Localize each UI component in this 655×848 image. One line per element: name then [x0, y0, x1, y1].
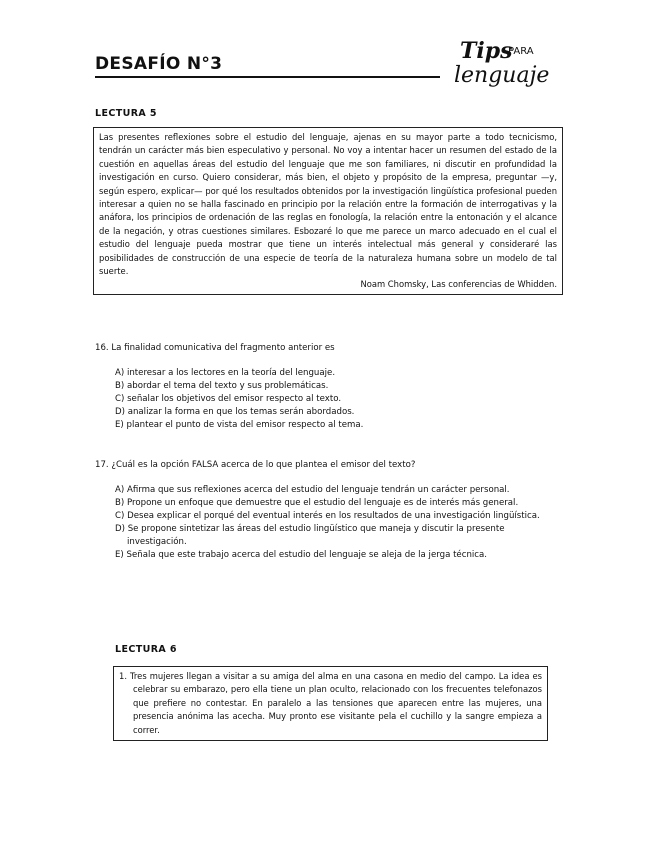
q17-option-b: B) Propone un enfoque que demuestre que el estudio del lenguaje es de interés más general. [115, 497, 519, 508]
reading5-heading: LECTURA 5 [95, 108, 157, 119]
question-16-options [115, 367, 435, 432]
q17-option-c: C) Desea explicar el porqué del eventual interés en los resultados de una investigación lingüística. [115, 510, 540, 521]
reading5-box [93, 127, 563, 295]
reading6-heading: LECTURA 6 [115, 644, 177, 655]
q17-option-d: D) Se propone sintetizar las áreas del estudio lingüístico que maneja y discutir la presente investigación. [115, 523, 505, 547]
question-16-stem: 16. La finalidad comunicativa del fragmento anterior es [95, 343, 335, 353]
reading6-box [113, 666, 548, 741]
title-underline [95, 76, 440, 78]
q16-option-e: E) plantear el punto de vista del emisor respecto al tema. [115, 419, 364, 430]
logo-word-lenguaje: lenguaje [454, 63, 550, 88]
logo-word-tips: Tips [460, 38, 513, 64]
reading6-item [119, 670, 542, 737]
logo-word-para: PARA [508, 46, 534, 57]
reading6-item-number: 1. [119, 671, 127, 681]
q17-option-e: E) Señala que este trabajo acerca del estudio del lenguaje se aleja de la jerga técnica. [115, 549, 488, 560]
q16-option-c: C) señalar los objetivos del emisor respecto al texto. [115, 393, 342, 404]
q16-option-a: A) interesar a los lectores en la teoría del lenguaje. [115, 368, 336, 378]
question-17-stem: 17. ¿Cuál es la opción FALSA acerca de lo que plantea el emisor del texto? [95, 460, 416, 470]
q16-option-d: D) analizar la forma en que los temas serán abordados. [115, 406, 355, 417]
reading6-item-text: Tres mujeres llegan a visitar a su amiga del alma en una casona en medio del campo. La idea es celebrar su embarazo, pero ella tiene un plan oculto, relacionado con los frecuentes telefonazos que prefiere no contestar. En paralelo a las tensiones que aparecen entre las mujeres, una presencia anónima las acecha. Muy pronto ese visitante pela el cuchillo y la sangre empieza a correr. [130, 671, 542, 735]
reading5-text: Las presentes reflexiones sobre el estudio del lenguaje, ajenas en su mayor parte a todo tecnicismo, tendrán un carácter más bien especulativo y personal. No voy a intentar hacer un resumen del estado de la cuestión en aquellas áreas del estudio del lenguaje que me son familiares, ni discutir en profundidad la investigación en curso. Quiero considerar, más bien, el objeto y propósito de la empresa, preguntar —y, según espero, explicar— por qué los resultados obtenidos por la investigación lingüística profesional pueden interesar a quien no se halla fascinado en principio por la relación entre la formación de interrogativas y la anáfora, los principios de ordenación de las reglas en fonología, la relación entre la entonación y el alcance de la negación, y otras cuestiones similares. Esbozaré lo que me parece un marco adecuado en el cual el estudio del lenguaje pueda mostrar que tiene un interés intelectual más general y consideraré las posibilidades de construcción de una especie de teoría de la naturaleza humana sobre un modelo de tal suerte. [99, 132, 557, 277]
question-17-options [115, 484, 560, 561]
reading6-list [119, 670, 542, 737]
q17-option-a: A) Afirma que sus reflexiones acerca del estudio del lenguaje tendrán un carácter personal. [115, 485, 510, 495]
page-title: DESAFÍO N°3 [95, 54, 223, 74]
tips-para-lenguaje-logo [448, 34, 558, 94]
reading5-source: Noam Chomsky, Las conferencias de Whidden. [360, 279, 557, 290]
q16-option-b: B) abordar el tema del texto y sus problemáticas. [115, 380, 329, 391]
